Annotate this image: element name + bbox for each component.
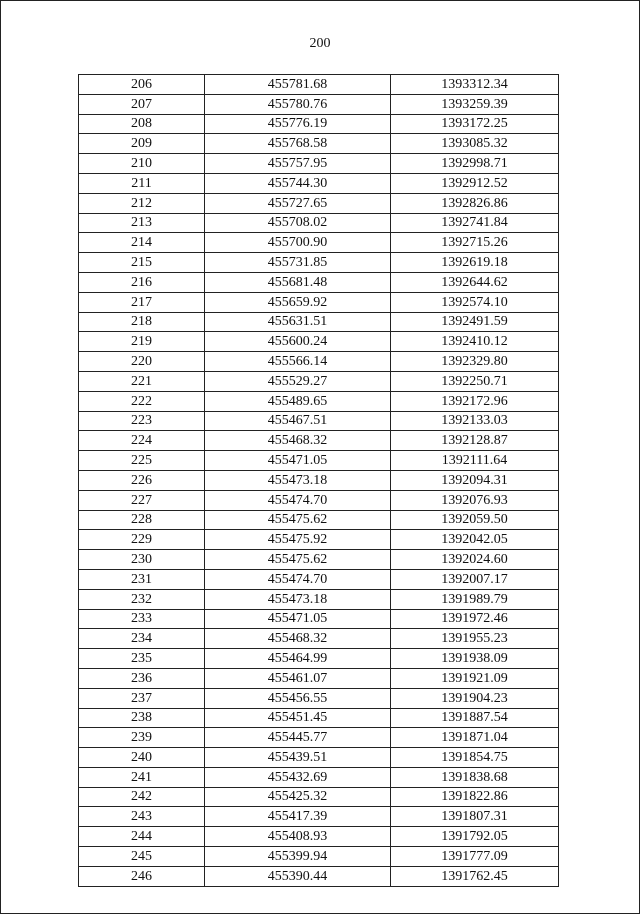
y-coordinate-cell: 1391904.23 [391,688,559,708]
point-number-cell: 246 [79,866,205,886]
x-coordinate-cell: 455474.70 [205,569,391,589]
y-coordinate-cell: 1392912.52 [391,173,559,193]
x-coordinate-cell: 455631.51 [205,312,391,332]
table-row [79,431,559,451]
x-coordinate-cell: 455439.51 [205,748,391,768]
y-coordinate-cell: 1393085.32 [391,134,559,154]
y-coordinate-cell: 1392111.64 [391,451,559,471]
table-row [79,688,559,708]
point-number-cell: 227 [79,490,205,510]
point-number-cell: 212 [79,193,205,213]
table-row [79,866,559,886]
table-row [79,847,559,867]
x-coordinate-cell: 455681.48 [205,272,391,292]
x-coordinate-cell: 455390.44 [205,866,391,886]
table-row [79,589,559,609]
x-coordinate-cell: 455408.93 [205,827,391,847]
y-coordinate-cell: 1392128.87 [391,431,559,451]
table-row [79,233,559,253]
point-number-cell: 214 [79,233,205,253]
x-coordinate-cell: 455489.65 [205,391,391,411]
point-number-cell: 210 [79,154,205,174]
x-coordinate-cell: 455757.95 [205,154,391,174]
y-coordinate-cell: 1392410.12 [391,332,559,352]
x-coordinate-cell: 455467.51 [205,411,391,431]
y-coordinate-cell: 1393312.34 [391,75,559,95]
table-row [79,292,559,312]
x-coordinate-cell: 455432.69 [205,767,391,787]
y-coordinate-cell: 1391989.79 [391,589,559,609]
point-number-cell: 221 [79,371,205,391]
y-coordinate-cell: 1392007.17 [391,569,559,589]
x-coordinate-cell: 455475.62 [205,510,391,530]
table-row [79,530,559,550]
table-row [79,767,559,787]
y-coordinate-cell: 1391807.31 [391,807,559,827]
point-number-cell: 208 [79,114,205,134]
table-row [79,807,559,827]
point-number-cell: 233 [79,609,205,629]
x-coordinate-cell: 455768.58 [205,134,391,154]
x-coordinate-cell: 455471.05 [205,451,391,471]
point-number-cell: 225 [79,451,205,471]
point-number-cell: 243 [79,807,205,827]
x-coordinate-cell: 455708.02 [205,213,391,233]
y-coordinate-cell: 1391921.09 [391,668,559,688]
y-coordinate-cell: 1392250.71 [391,371,559,391]
y-coordinate-cell: 1392024.60 [391,550,559,570]
point-number-cell: 216 [79,272,205,292]
x-coordinate-cell: 455700.90 [205,233,391,253]
table-row [79,352,559,372]
point-number-cell: 244 [79,827,205,847]
point-number-cell: 239 [79,728,205,748]
point-number-cell: 224 [79,431,205,451]
point-number-cell: 220 [79,352,205,372]
table-row [79,272,559,292]
table-row [79,708,559,728]
point-number-cell: 226 [79,470,205,490]
x-coordinate-cell: 455471.05 [205,609,391,629]
table-row [79,470,559,490]
y-coordinate-cell: 1392741.84 [391,213,559,233]
table-row [79,114,559,134]
x-coordinate-cell: 455464.99 [205,649,391,669]
point-number-cell: 228 [79,510,205,530]
y-coordinate-cell: 1392094.31 [391,470,559,490]
y-coordinate-cell: 1392059.50 [391,510,559,530]
x-coordinate-cell: 455399.94 [205,847,391,867]
table-row [79,668,559,688]
table-row [79,787,559,807]
page-number: 200 [309,36,331,51]
x-coordinate-cell: 455776.19 [205,114,391,134]
x-coordinate-cell: 455473.18 [205,470,391,490]
coordinates-table [78,74,559,887]
y-coordinate-cell: 1391822.86 [391,787,559,807]
x-coordinate-cell: 455780.76 [205,94,391,114]
point-number-cell: 236 [79,668,205,688]
table-row [79,134,559,154]
coordinates-table-body [79,75,559,887]
table-row [79,569,559,589]
y-coordinate-cell: 1392491.59 [391,312,559,332]
table-row [79,154,559,174]
y-coordinate-cell: 1392574.10 [391,292,559,312]
x-coordinate-cell: 455566.14 [205,352,391,372]
x-coordinate-cell: 455417.39 [205,807,391,827]
point-number-cell: 230 [79,550,205,570]
point-number-cell: 215 [79,253,205,273]
table-row [79,391,559,411]
y-coordinate-cell: 1391972.46 [391,609,559,629]
point-number-cell: 217 [79,292,205,312]
table-row [79,213,559,233]
table-row [79,411,559,431]
y-coordinate-cell: 1391762.45 [391,866,559,886]
table-row [79,371,559,391]
y-coordinate-cell: 1392329.80 [391,352,559,372]
y-coordinate-cell: 1392998.71 [391,154,559,174]
y-coordinate-cell: 1392715.26 [391,233,559,253]
y-coordinate-cell: 1393172.25 [391,114,559,134]
y-coordinate-cell: 1392826.86 [391,193,559,213]
y-coordinate-cell: 1393259.39 [391,94,559,114]
point-number-cell: 218 [79,312,205,332]
table-row [79,748,559,768]
y-coordinate-cell: 1392133.03 [391,411,559,431]
y-coordinate-cell: 1392644.62 [391,272,559,292]
table-row [79,609,559,629]
table-row [79,629,559,649]
point-number-cell: 209 [79,134,205,154]
y-coordinate-cell: 1391792.05 [391,827,559,847]
point-number-cell: 235 [79,649,205,669]
point-number-cell: 232 [79,589,205,609]
x-coordinate-cell: 455425.32 [205,787,391,807]
x-coordinate-cell: 455451.45 [205,708,391,728]
point-number-cell: 234 [79,629,205,649]
y-coordinate-cell: 1391871.04 [391,728,559,748]
y-coordinate-cell: 1391887.54 [391,708,559,728]
x-coordinate-cell: 455475.92 [205,530,391,550]
table-row [79,550,559,570]
x-coordinate-cell: 455744.30 [205,173,391,193]
point-number-cell: 213 [79,213,205,233]
x-coordinate-cell: 455659.92 [205,292,391,312]
point-number-cell: 219 [79,332,205,352]
table-row [79,312,559,332]
y-coordinate-cell: 1392042.05 [391,530,559,550]
table-row [79,451,559,471]
y-coordinate-cell: 1391854.75 [391,748,559,768]
table-row [79,75,559,95]
table-row [79,193,559,213]
point-number-cell: 231 [79,569,205,589]
x-coordinate-cell: 455456.55 [205,688,391,708]
x-coordinate-cell: 455473.18 [205,589,391,609]
table-row [79,510,559,530]
point-number-cell: 240 [79,748,205,768]
table-row [79,649,559,669]
x-coordinate-cell: 455445.77 [205,728,391,748]
table-row [79,94,559,114]
table-row [79,332,559,352]
point-number-cell: 229 [79,530,205,550]
x-coordinate-cell: 455731.85 [205,253,391,273]
x-coordinate-cell: 455461.07 [205,668,391,688]
table-row [79,490,559,510]
point-number-cell: 242 [79,787,205,807]
point-number-cell: 238 [79,708,205,728]
x-coordinate-cell: 455727.65 [205,193,391,213]
x-coordinate-cell: 455475.62 [205,550,391,570]
y-coordinate-cell: 1392172.96 [391,391,559,411]
x-coordinate-cell: 455474.70 [205,490,391,510]
point-number-cell: 207 [79,94,205,114]
point-number-cell: 223 [79,411,205,431]
x-coordinate-cell: 455468.32 [205,431,391,451]
y-coordinate-cell: 1391938.09 [391,649,559,669]
y-coordinate-cell: 1391777.09 [391,847,559,867]
y-coordinate-cell: 1392619.18 [391,253,559,273]
x-coordinate-cell: 455781.68 [205,75,391,95]
table-row [79,173,559,193]
point-number-cell: 237 [79,688,205,708]
y-coordinate-cell: 1391955.23 [391,629,559,649]
table-row [79,253,559,273]
point-number-cell: 222 [79,391,205,411]
x-coordinate-cell: 455468.32 [205,629,391,649]
y-coordinate-cell: 1392076.93 [391,490,559,510]
point-number-cell: 211 [79,173,205,193]
point-number-cell: 241 [79,767,205,787]
point-number-cell: 206 [79,75,205,95]
x-coordinate-cell: 455529.27 [205,371,391,391]
point-number-cell: 245 [79,847,205,867]
x-coordinate-cell: 455600.24 [205,332,391,352]
table-row [79,728,559,748]
table-row [79,827,559,847]
y-coordinate-cell: 1391838.68 [391,767,559,787]
